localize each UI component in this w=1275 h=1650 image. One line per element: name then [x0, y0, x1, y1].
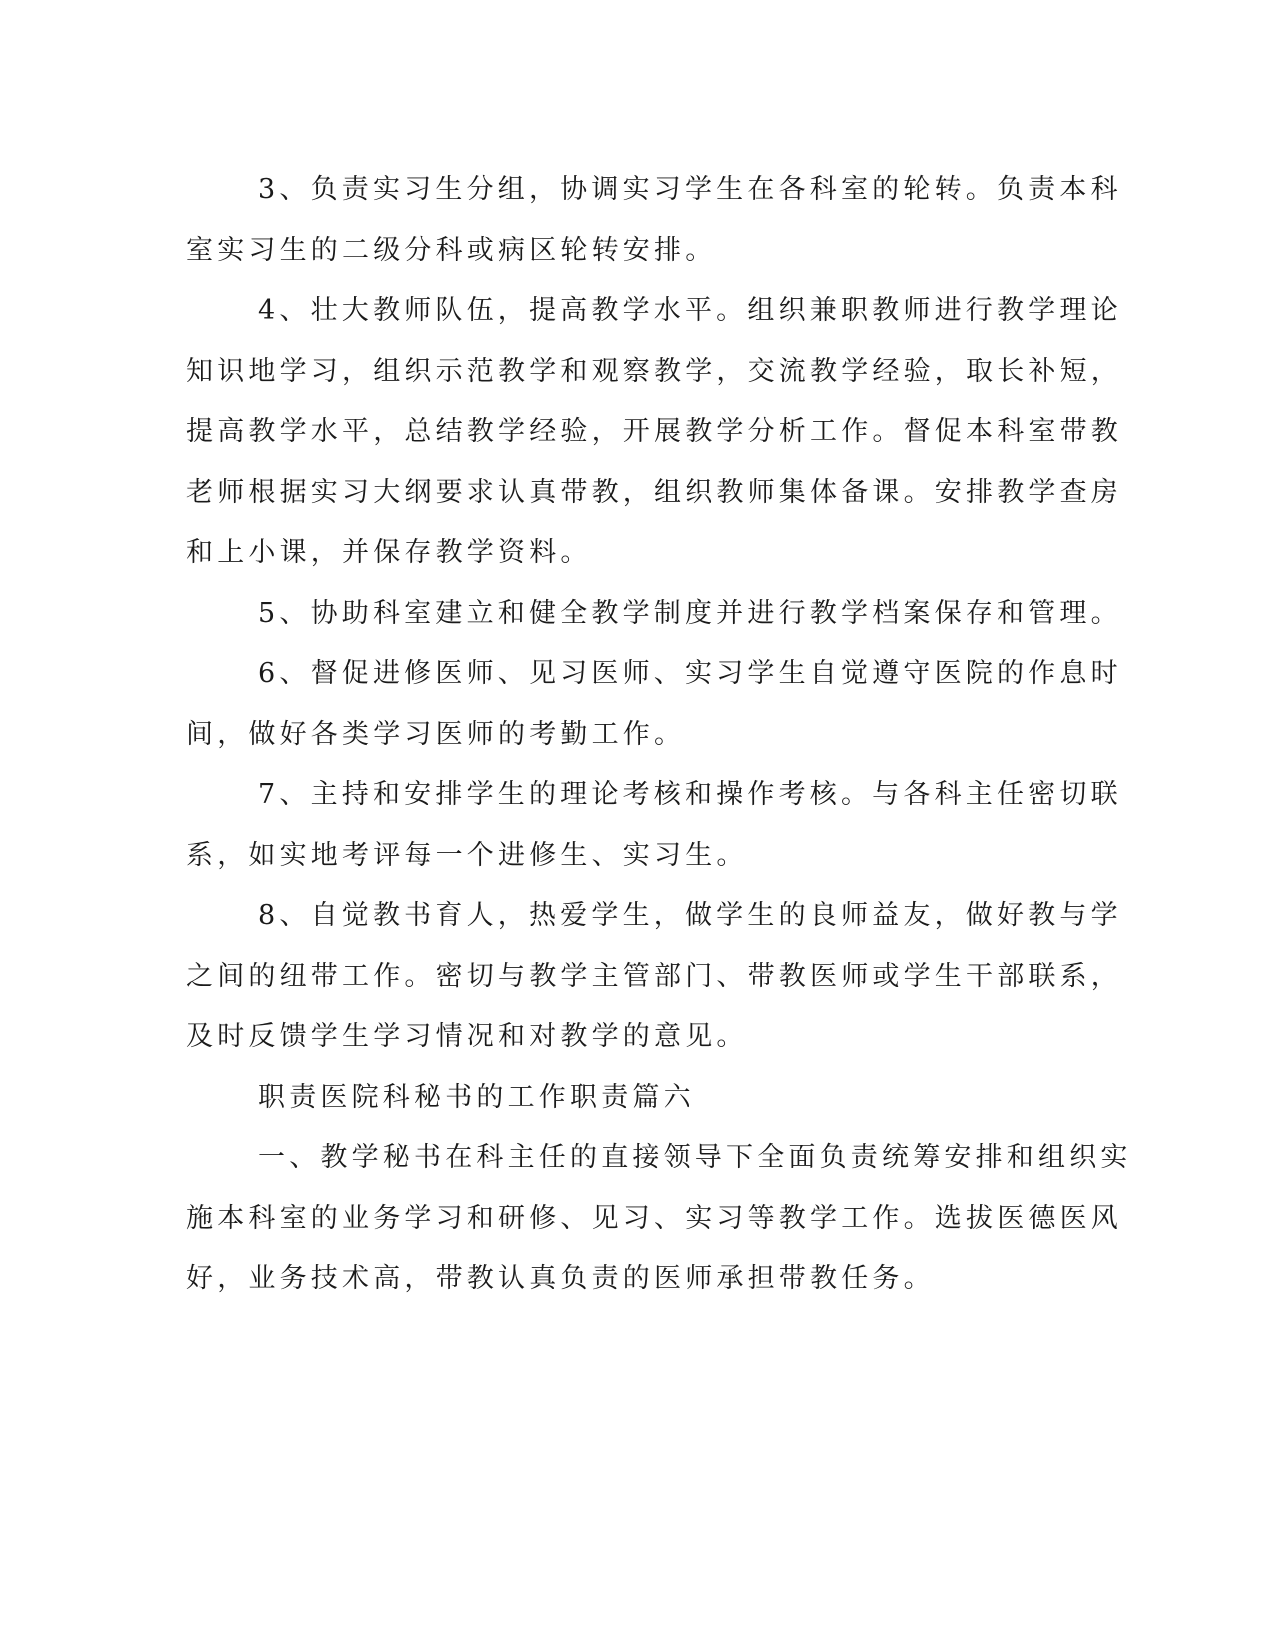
section-heading: 职责医院科秘书的工作职责篇六	[258, 1081, 695, 1113]
paragraph-5-line-1: 5、协助科室建立和健全教学制度并进行教学档案保存和管理。	[258, 597, 1122, 629]
paragraph-4-line-5: 和上小课，并保存教学资料。	[186, 537, 592, 568]
paragraph-8-line-2: 之间的纽带工作。密切与教学主管部门、带教医师或学生干部联系，	[186, 960, 1122, 992]
paragraph-7-line-2: 系，如实地考评每一个进修生、实习生。	[186, 839, 748, 871]
paragraph-4-line-2: 知识地学习，组织示范教学和观察教学，交流教学经验，取长补短，	[186, 355, 1122, 387]
paragraph-6-line-2: 间，做好各类学习医师的考勤工作。	[186, 718, 686, 750]
paragraph-6-line-1: 6、督促进修医师、见习医师、实习学生自觉遵守医院的作息时	[258, 658, 1122, 689]
paragraph-8-line-3: 及时反馈学生学习情况和对教学的意见。	[186, 1021, 748, 1052]
section-paragraph-1-line-2: 施本科室的业务学习和研修、见习、实习等教学工作。选拔医德医风	[186, 1202, 1122, 1234]
document-body	[186, 160, 1132, 1310]
paragraph-7-line-1: 7、主持和安排学生的理论考核和操作考核。与各科主任密切联	[258, 779, 1122, 810]
section-paragraph-1-line-3: 好，业务技术高，带教认真负责的医师承担带教任务。	[186, 1263, 935, 1294]
paragraph-4-line-3: 提高教学水平，总结教学经验，开展教学分析工作。督促本科室带教	[186, 416, 1122, 447]
paragraph-8-line-1: 8、自觉教书育人，热爱学生，做学生的良师益友，做好教与学	[258, 900, 1122, 931]
section-paragraph-1-line-1: 一、教学秘书在科主任的直接领导下全面负责统筹安排和组织实	[258, 1142, 1132, 1173]
paragraph-3-line-1: 3、负责实习生分组，协调实习学生在各科室的轮转。负责本科	[258, 174, 1122, 205]
paragraph-4-line-1: 4、壮大教师队伍，提高教学水平。组织兼职教师进行教学理论	[258, 295, 1122, 326]
paragraph-3-line-2: 室实习生的二级分科或病区轮转安排。	[186, 234, 717, 266]
paragraph-4-line-4: 老师根据实习大纲要求认真带教，组织教师集体备课。安排教学查房	[186, 476, 1122, 508]
